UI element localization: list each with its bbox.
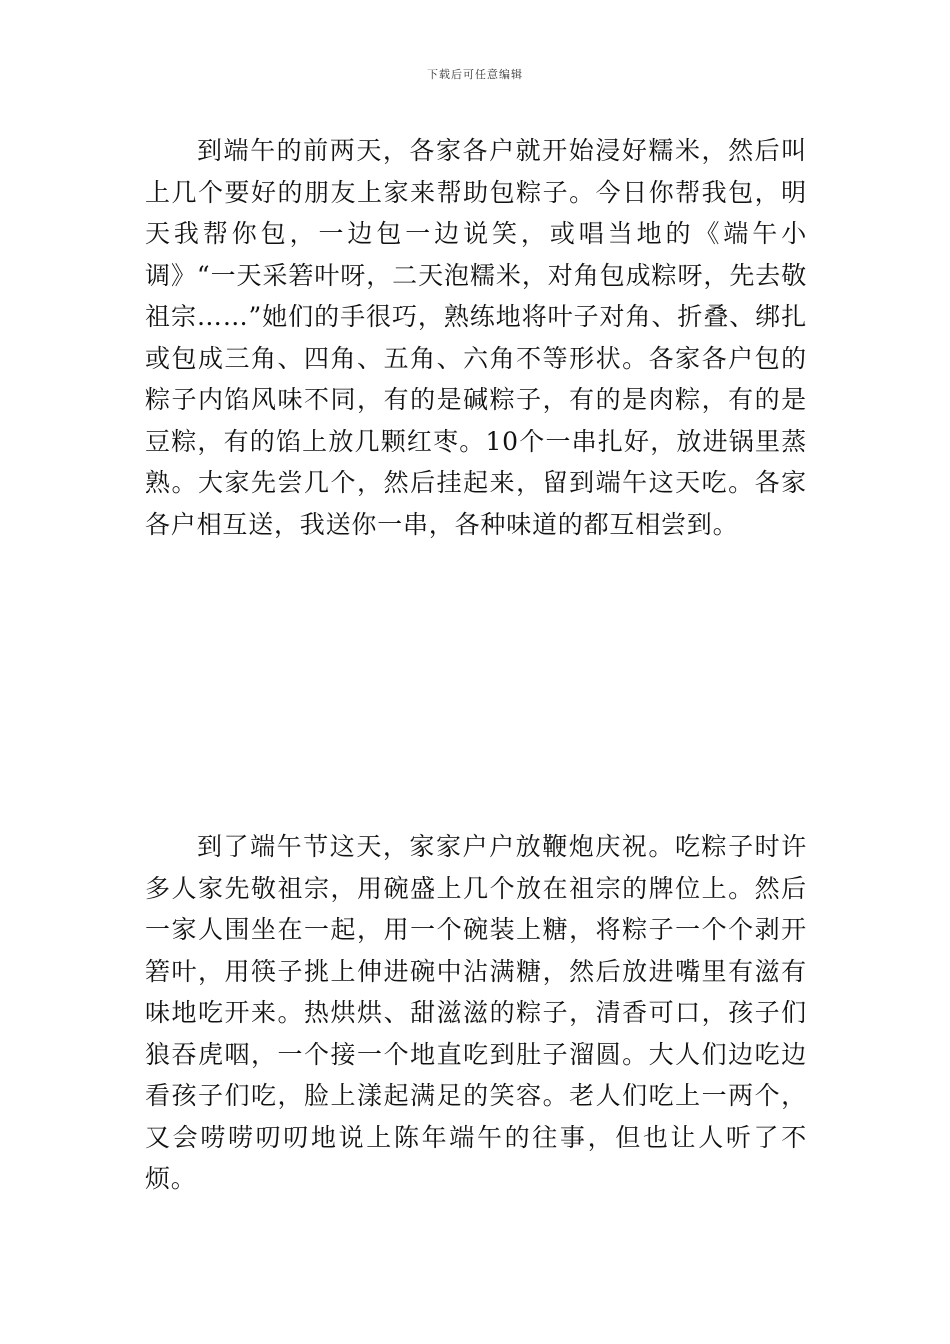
body-paragraph-1: 到端午的前两天，各家各户就开始浸好糯米，然后叫上几个要好的朋友上家来帮助包粽子。今日你帮我包，明天我帮你包，一边包一边说笑，或唱当地的《端午小调》“一天采箬叶呀，二天泡糯米，对角包成粽呀，先去敬祖宗……”她们的手很巧，熟练地将叶子对角、折叠、绑扎或包成三角、四角、五角、六角不等形状。各家各户包的粽子内馅风味不同，有的是碱粽子，有的是肉粽，有的是豆粽，有的馅上放几颗红枣。10个一串扎好，放进锅里蒸熟。大家先尝几个，然后挂起来，留到端午这天吃。各家各户相互送，我送你一串，各种味道的都互相尝到。 [145,136,807,539]
page-header-note: 下载后可任意编辑 [427,68,523,81]
body-paragraph-2: 到了端午节这天，家家户户放鞭炮庆祝。吃粽子时许多人家先敬祖宗，用碗盛上几个放在祖宗的牌位上。然后一家人围坐在一起，用一个碗装上糖，将粽子一个个剥开箬叶，用筷子挑上伸进碗中沾满糖，然后放进嘴里有滋有味地吃开来。热烘烘、甜滋滋的粽子，清香可口，孩子们狼吞虎咽，一个接一个地直吃到肚子溜圆。大人们边吃边看孩子们吃，脸上漾起满足的笑容。老人们吃上一两个，又会唠唠叨叨地说上陈年端午的往事，但也让人听了不烦。 [145,832,807,1193]
